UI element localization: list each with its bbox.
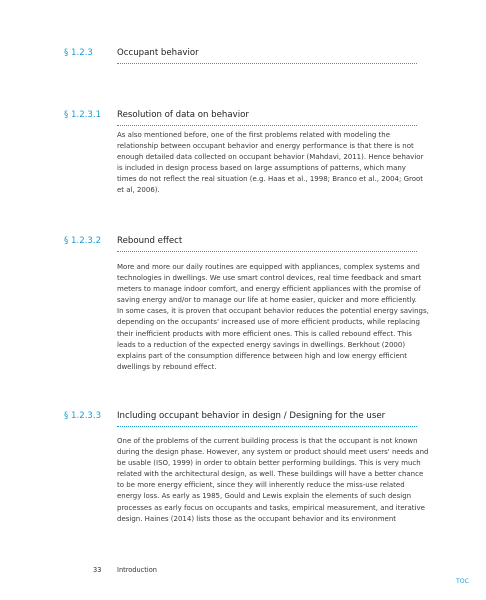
text-line: et al, 2006). [117,186,160,195]
body-paragraph [117,130,432,197]
text-line: design. Haines (2014) lists those as the occupant behavior and its environment [117,514,396,523]
text-line: saving energy and/or to manage our life at home easier, quicker and more efficiently. [117,296,417,305]
text-line: In some cases, it is proven that occupant behavior reduces the potential energy savings, [117,307,429,316]
section-divider [117,125,417,126]
section-number: § 1.2.3 [64,48,93,58]
page-number: 33 [93,566,102,574]
section-number: § 1.2.3.1 [64,110,102,120]
text-line: meters to manage indoor comfort, and energy efficient appliances with the promise of [117,285,421,294]
body-paragraph [117,262,432,373]
text-line: explains part of the consumption difference between high and low energy efficient [117,351,407,360]
text-line: their inefficient products with more efficient ones. This is called rebound effect. This [117,329,412,338]
body-paragraph [117,436,432,525]
text-line: is included in design process based on large assumptions of patterns, which many [117,164,406,173]
text-line: related with the architectural design, as well. These buildings will have a better chance [117,470,424,479]
text-line: be usable (ISO, 1999) in order to obtain better performing buildings. This is very much [117,459,421,468]
section-number: § 1.2.3.3 [64,411,102,421]
text-line: leads to a reduction of the expected energy savings in dwellings. Berkhout (2000) [117,340,406,349]
section-title: Resolution of data on behavior [117,110,249,120]
text-line: technologies in dwellings. We use smart control devices, real time feedback and smart [117,274,422,283]
text-line: depending on the occupants' increased use of more efficient products, while replacing [117,318,420,327]
toc-link[interactable]: TOC [456,578,469,585]
text-line: dwellings by rebound effect. [117,362,217,371]
text-line: energy loss. As early as 1985, Gould and Lewis explain the elements of such design [117,492,412,501]
text-line: times do not reflect the real situation (e.g. Haas et al., 1998; Branco et al., 2004; Groot [117,175,424,184]
text-line: As also mentioned before, one of the first problems related with modeling the [117,131,391,139]
text-line: during the design phase. However, any system or product should meet users' needs and [117,448,429,457]
section-title: Occupant behavior [117,48,199,58]
text-line: relationship between occupant behavior and energy performance is that there is not [117,142,414,151]
section-title: Including occupant behavior in design / Designing for the user [117,411,386,421]
section-divider [117,63,417,64]
section-number: § 1.2.3.2 [64,236,102,246]
section-title: Rebound effect [117,236,183,246]
text-line: One of the problems of the current building process is that the occupant is not known [117,437,418,445]
text-line: processes as early focus on occupants and tasks, empirical measurement, and iterative [117,503,425,512]
text-line: enough detailed data collected on occupant behavior (Mahdavi, 2011). Hence behavior [117,153,424,162]
text-line: More and more our daily routines are equipped with appliances, complex systems and [117,263,420,271]
text-line: to be more energy efficient, since they will inherently reduce the miss-use related [117,481,405,490]
section-divider [117,426,417,427]
footer-section-name: Introduction [117,566,157,574]
section-divider [117,251,417,252]
